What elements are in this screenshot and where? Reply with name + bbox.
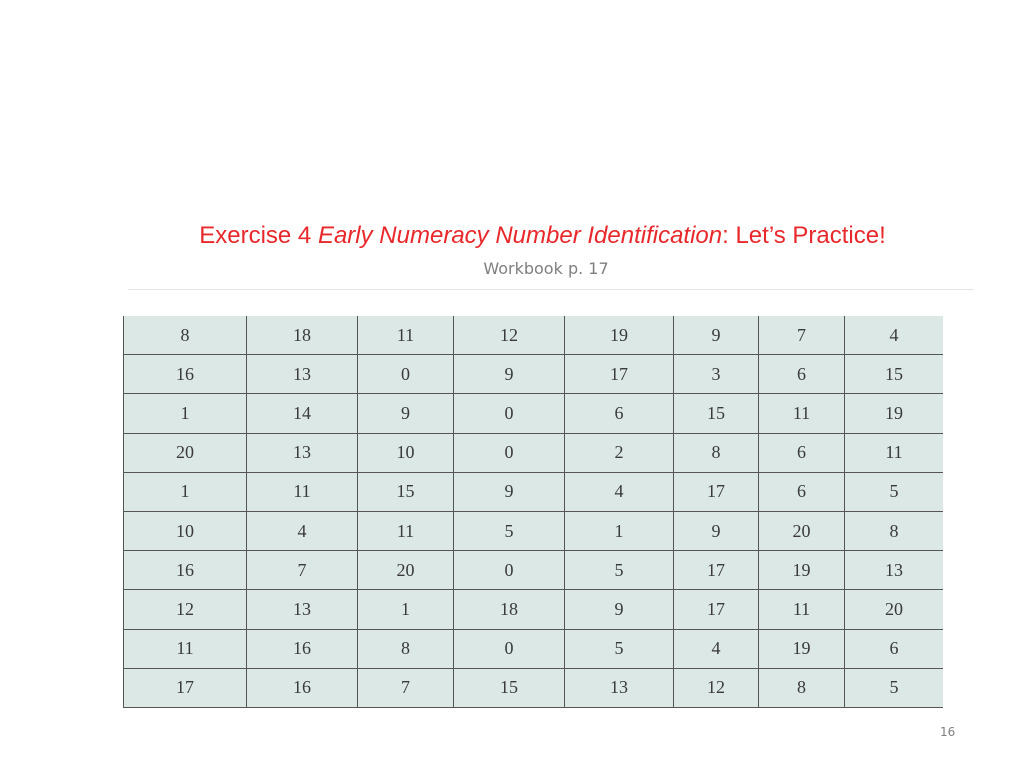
title-practice: Let’s Practice! [735,222,886,249]
table-cell: 19 [759,629,845,668]
table-cell: 5 [565,551,674,590]
table-cell: 6 [759,355,845,394]
table-cell: 19 [565,316,674,355]
table-cell: 1 [124,394,247,433]
table-cell: 8 [124,316,247,355]
table-cell: 3 [674,355,759,394]
table-cell: 5 [845,472,944,511]
table-cell: 15 [454,668,565,707]
table-cell: 18 [247,316,358,355]
table-cell: 9 [674,316,759,355]
table-cell: 9 [454,472,565,511]
table-row [124,355,944,394]
table-cell: 12 [124,590,247,629]
table-cell: 4 [565,472,674,511]
table-cell: 15 [845,355,944,394]
table-cell: 12 [674,668,759,707]
table-cell: 1 [358,590,454,629]
table-cell: 8 [759,668,845,707]
table-cell: 4 [247,511,358,550]
table-cell: 4 [674,629,759,668]
table-cell: 14 [247,394,358,433]
table-cell: 6 [759,433,845,472]
table-cell: 8 [358,629,454,668]
table-cell: 19 [845,394,944,433]
table-cell: 18 [454,590,565,629]
table-cell: 10 [358,433,454,472]
table-cell: 9 [674,511,759,550]
table-cell: 1 [124,472,247,511]
table-cell: 9 [565,590,674,629]
table-cell: 11 [124,629,247,668]
table-cell: 16 [124,551,247,590]
table-cell: 8 [674,433,759,472]
table-cell: 5 [565,629,674,668]
table-cell: 2 [565,433,674,472]
table-row [124,668,944,707]
table-cell: 13 [247,433,358,472]
table-cell: 9 [454,355,565,394]
table-cell: 9 [358,394,454,433]
table-row [124,394,944,433]
table-row [124,433,944,472]
table-row [124,629,944,668]
table-cell: 15 [358,472,454,511]
slide-title [0,222,1024,250]
table-cell: 0 [454,433,565,472]
table-cell: 16 [247,668,358,707]
table-cell: 17 [674,590,759,629]
number-grid [123,316,943,708]
slide-subtitle: Workbook p. 17 [483,259,609,278]
table-cell: 0 [358,355,454,394]
table-cell: 12 [454,316,565,355]
table-row [124,551,944,590]
number-table-body [124,316,944,708]
table-cell: 16 [124,355,247,394]
table-cell: 13 [247,590,358,629]
table-cell: 7 [247,551,358,590]
title-exercise: Exercise 4 [199,222,312,249]
table-cell: 13 [247,355,358,394]
title-activity-name: Early Numeracy Number Identification [317,222,723,249]
table-cell: 6 [759,472,845,511]
title-divider [128,289,974,290]
table-cell: 10 [124,511,247,550]
table-cell: 11 [358,511,454,550]
table-cell: 11 [759,394,845,433]
table-row [124,472,944,511]
table-cell: 19 [759,551,845,590]
table-cell: 11 [845,433,944,472]
page-number: 16 [940,725,956,739]
table-cell: 11 [358,316,454,355]
table-cell: 0 [454,629,565,668]
table-cell: 20 [124,433,247,472]
table-cell: 0 [454,551,565,590]
table-cell: 17 [124,668,247,707]
table-cell: 7 [759,316,845,355]
table-row [124,316,944,355]
table-cell: 1 [565,511,674,550]
table-cell: 4 [845,316,944,355]
table-cell: 17 [674,472,759,511]
table-cell: 20 [759,511,845,550]
table-cell: 6 [845,629,944,668]
table-cell: 16 [247,629,358,668]
table-cell: 5 [454,511,565,550]
table-cell: 7 [358,668,454,707]
table-cell: 17 [674,551,759,590]
table-cell: 0 [454,394,565,433]
table-cell: 11 [759,590,845,629]
table-cell: 13 [845,551,944,590]
table-row [124,511,944,550]
title-separator: : [722,222,729,249]
table-cell: 20 [358,551,454,590]
table-cell: 11 [247,472,358,511]
table-row [124,590,944,629]
table-cell: 17 [565,355,674,394]
table-cell: 13 [565,668,674,707]
table-cell: 6 [565,394,674,433]
table-cell: 15 [674,394,759,433]
table-cell: 20 [845,590,944,629]
number-table [123,316,943,708]
table-cell: 8 [845,511,944,550]
table-cell: 5 [845,668,944,707]
